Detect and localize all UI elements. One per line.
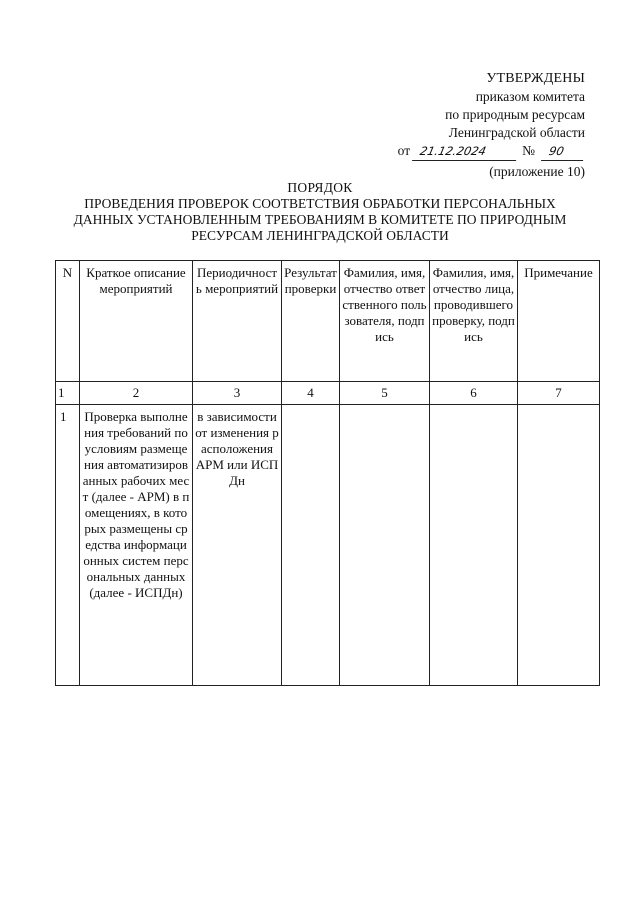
header-periodicity: Периодичность мероприятий: [193, 261, 282, 382]
title-line-1: ПОРЯДОК: [287, 180, 353, 195]
header-note: Примечание: [518, 261, 600, 382]
column-number-row: [56, 382, 600, 405]
periodicity-cell: в зависимости от изменения расположения АРМ или ИСПДн: [193, 405, 282, 686]
handwritten-number: 90: [541, 142, 587, 161]
inspector-cell: [430, 405, 518, 686]
column-number: 3: [193, 382, 282, 405]
approval-date-line: [398, 142, 585, 161]
approval-line-1: приказом комитета: [475, 89, 585, 104]
attachment-note: (приложение 10): [489, 164, 585, 179]
description-cell: Проверка выполнения требований по условиям размещения автоматизированных рабочих мест (далее - АРМ) в помещениях, в которых размещены средства информационных систем персональных данных (далее - ИСПДн): [80, 405, 193, 686]
header-inspector: Фамилия, имя, отчество лица, проводившего проверку, подпись: [430, 261, 518, 382]
header-responsible-user: Фамилия, имя, отчество ответственного пользователя, подпись: [340, 261, 430, 382]
header-n: N: [56, 261, 80, 382]
document-title: [40, 180, 600, 244]
responsible-user-cell: [340, 405, 430, 686]
number-label: №: [522, 143, 535, 158]
approval-line-3: Ленинградской области: [448, 125, 585, 140]
from-label: от: [397, 143, 411, 158]
approval-line-2: по природным ресурсам: [445, 107, 585, 122]
column-number: 6: [430, 382, 518, 405]
column-number: 2: [80, 382, 193, 405]
note-cell: [518, 405, 600, 686]
column-number: 5: [340, 382, 430, 405]
table-header-row: [56, 261, 600, 382]
column-number: 1: [56, 382, 80, 405]
procedure-table: [55, 260, 600, 686]
approval-heading: УТВЕРЖДЕНЫ: [486, 71, 585, 86]
result-cell: [282, 405, 340, 686]
handwritten-date: 21.12.2024: [412, 142, 520, 161]
title-line-2: ПРОВЕДЕНИЯ ПРОВЕРОК СООТВЕТСТВИЯ ОБРАБОТКИ ПЕРСОНАЛЬНЫХ: [84, 196, 556, 211]
header-description: Краткое описание мероприятий: [80, 261, 193, 382]
column-number: 7: [518, 382, 600, 405]
header-result: Результат проверки: [282, 261, 340, 382]
column-number: 4: [282, 382, 340, 405]
table-row: [56, 405, 600, 686]
title-line-4: РЕСУРСАМ ЛЕНИНГРАДСКОЙ ОБЛАСТИ: [191, 228, 449, 243]
row-number-cell: 1: [56, 405, 80, 686]
title-line-3: ДАННЫХ УСТАНОВЛЕННЫМ ТРЕБОВАНИЯМ В КОМИТЕТЕ ПО ПРИРОДНЫМ: [73, 212, 567, 227]
approval-block: [398, 70, 585, 181]
